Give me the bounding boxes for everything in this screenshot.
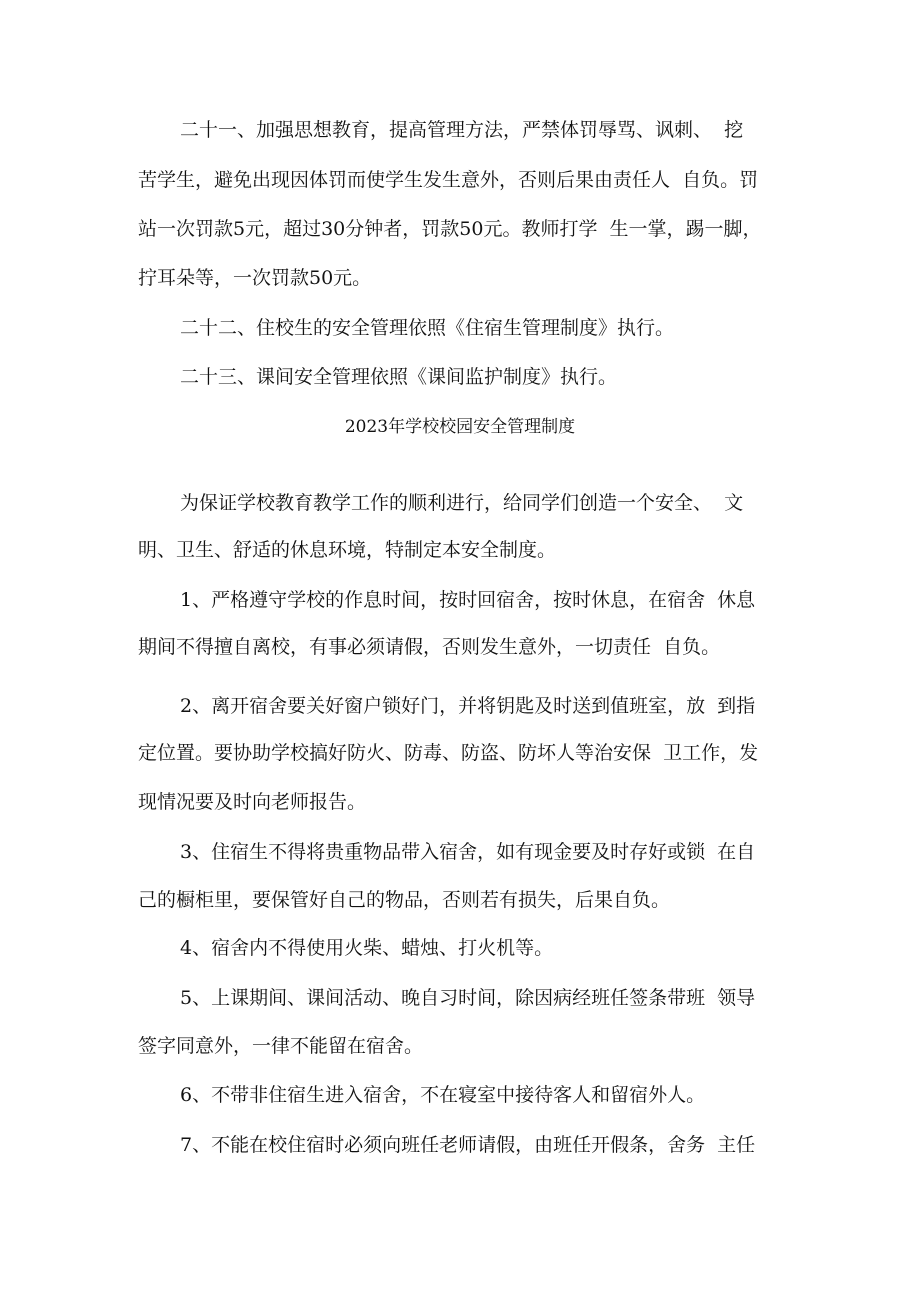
item-2-line-2: 定位置。要协助学校搞好防火、防毒、防盗、防坏人等治安保 卫工作，发 <box>138 742 759 764</box>
intro-line-1: 为保证学校教育教学工作的顺利进行，给同学们创造一个安全、 文 <box>180 492 744 514</box>
rule-22-line: 二十二、住校生的安全管理依照《住宿生管理制度》执行。 <box>180 317 675 339</box>
item-1-line-1: 1、严格遵守学校的作息时间，按时回宿舍，按时休息，在宿舍 休息 <box>180 589 756 611</box>
item-5-line-2: 签字同意外，一律不能留在宿舍。 <box>138 1035 424 1057</box>
rule-21-line-1: 二十一、加强思想教育，提高管理方法，严禁体罚辱骂、讽刺、 挖 <box>180 119 744 141</box>
item-5-line-1: 5、上课期间、课间活动、晚自习时间，除因病经班任签条带班 领导 <box>180 987 756 1009</box>
item-2-line-1: 2、离开宿舍要关好窗户锁好门，并将钥匙及时送到值班室，放 到指 <box>180 695 756 717</box>
rule-21-line-2: 苦学生，避免出现因体罚而使学生发生意外，否则后果由责任人 自负。罚 <box>138 169 759 191</box>
section-title: 2023年学校校园安全管理制度 <box>344 417 576 437</box>
item-3-line-2: 己的橱柜里，要保管好自己的物品，否则若有损失，后果自负。 <box>138 889 671 911</box>
rule-21-line-4: 拧耳朵等，一次罚款50元。 <box>138 267 372 289</box>
rule-21-line-3: 站一次罚款5元，超过30分钟者，罚款50元。教师打学 生一掌，踢一脚， <box>138 218 762 240</box>
intro-line-2: 明、卫生、舒适的休息环境，特制定本安全制度。 <box>138 539 557 561</box>
rule-23-line: 二十三、课间安全管理依照《课间监护制度》执行。 <box>180 366 618 388</box>
item-3-line-1: 3、住宿生不得将贵重物品带入宿舍，如有现金要及时存好或锁 在自 <box>180 841 756 863</box>
item-4-line: 4、宿舍内不得使用火柴、蜡烛、打火机等。 <box>180 937 554 959</box>
item-6-line: 6、不带非住宿生进入宿舍，不在寝室中接待客人和留宿外人。 <box>180 1084 706 1106</box>
item-1-line-2: 期间不得擅自离校，有事必须请假，否则发生意外，一切责任 自负。 <box>138 636 721 658</box>
item-7-line-1: 7、不能在校住宿时必须向班任老师请假，由班任开假条，舍务 主任 <box>180 1134 756 1156</box>
item-2-line-3: 现情况要及时向老师报告。 <box>138 791 367 813</box>
